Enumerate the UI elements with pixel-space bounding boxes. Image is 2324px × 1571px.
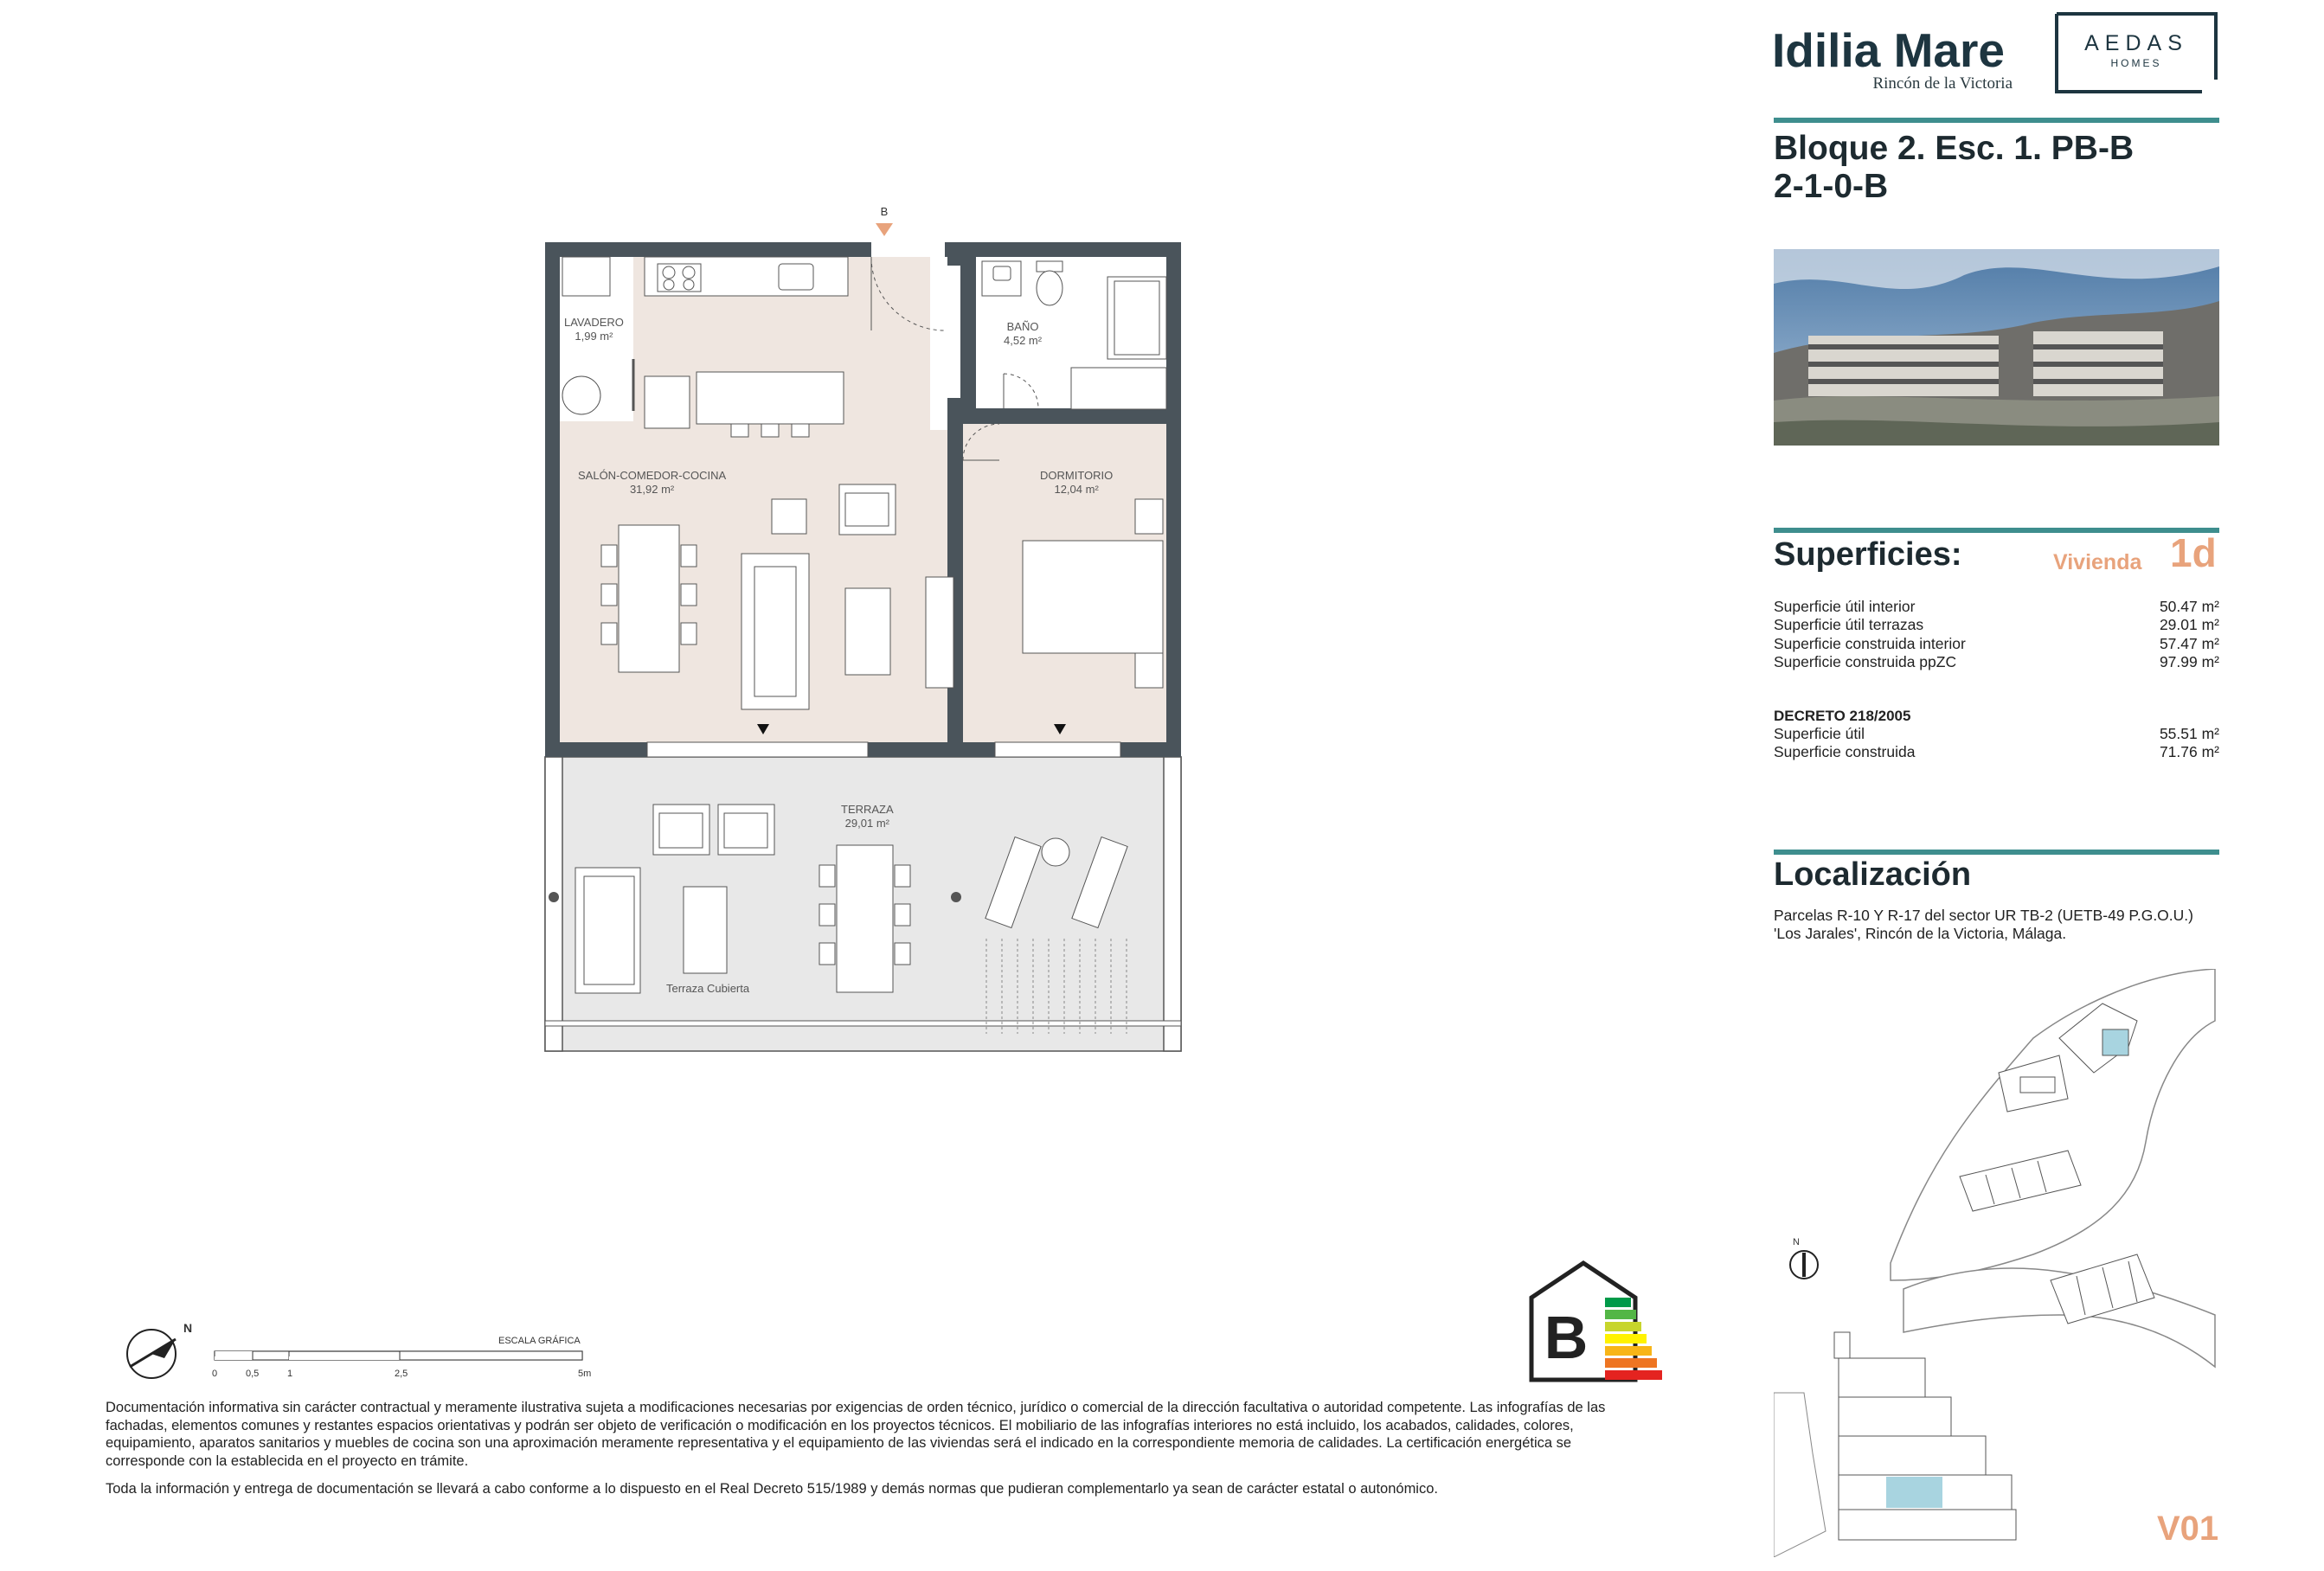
decree-label: Superficie construida (1774, 743, 1916, 760)
north-arrow-icon (125, 1315, 221, 1393)
energy-bar (1605, 1310, 1636, 1319)
energy-rating-letter: B (1544, 1304, 1589, 1371)
location-line: Parcelas R-10 Y R-17 del sector UR TB-2 (UETB-49 P.G.O.U.) (1774, 907, 2193, 924)
energy-bar (1605, 1298, 1631, 1307)
floor-plan (536, 195, 1190, 1060)
building-render-image (1774, 249, 2219, 446)
decree-row (1774, 725, 2219, 743)
surface-label: Superficie útil interior (1774, 598, 1916, 615)
covered-terrace-label: Terraza Cubierta (666, 982, 750, 995)
section-marker: B (880, 205, 889, 218)
project-logo (1772, 24, 2014, 93)
section-divider (1774, 118, 2219, 123)
dwelling-type: 1d (2170, 530, 2217, 575)
scale-tick: 0,5 (246, 1369, 260, 1379)
disclaimer-paragraph: Toda la información y entrega de documentación se llevará a cabo conforme a lo dispuesto en el Real Decreto 515/1989 y demás normas que pudieran complementarlo ya sean de carácter estatal o autonómico. (106, 1481, 1438, 1497)
company-logo (2055, 12, 2218, 93)
surface-value: 97.99 m² (2159, 653, 2219, 670)
surface-row (1774, 635, 2219, 653)
energy-bar (1605, 1370, 1662, 1380)
unit-title-line1: Bloque 2. Esc. 1. PB-B (1774, 130, 2135, 167)
surfaces-title: Superficies: (1774, 536, 1962, 573)
version-label: V01 (2157, 1510, 2219, 1548)
energy-bar (1605, 1334, 1647, 1343)
room-label-lavadero: LAVADERO 1,99 m² (564, 316, 624, 343)
company-name: AEDAS (2084, 31, 2188, 55)
section-divider (1774, 850, 2219, 855)
unit-title-line2: 2-1-0-B (1774, 168, 1889, 205)
surface-label: Superficie construida interior (1774, 635, 1966, 652)
energy-bar (1605, 1358, 1657, 1368)
decree-value: 55.51 m² (2159, 725, 2219, 742)
surface-row (1774, 598, 2219, 616)
surface-value: 57.47 m² (2159, 635, 2219, 652)
surface-row (1774, 616, 2219, 634)
scale-tick: 2,5 (395, 1369, 408, 1379)
surface-label: Superficie útil terrazas (1774, 616, 1924, 633)
decree-title: DECRETO 218/2005 (1774, 708, 1911, 724)
room-label-bano: BAÑO 4,52 m² (1004, 320, 1043, 347)
scale-title: ESCALA GRÁFICA (498, 1336, 581, 1346)
location-line: 'Los Jarales', Rincón de la Victoria, Málaga. (1774, 925, 2067, 942)
company-subname: HOMES (2110, 57, 2162, 69)
section-divider (1774, 528, 2219, 533)
location-title: Localización (1774, 856, 1972, 893)
decree-value: 71.76 m² (2159, 743, 2219, 760)
energy-rating-icon (1527, 1259, 1670, 1397)
legal-disclaimer (106, 1399, 1637, 1498)
north-label: N (183, 1321, 193, 1335)
dwelling-label: Vivienda (2053, 550, 2142, 574)
room-label-terraza: TERRAZA 29,01 m² (841, 803, 894, 830)
energy-bar (1605, 1322, 1641, 1331)
surface-value: 50.47 m² (2159, 598, 2219, 615)
room-label-dormitorio: DORMITORIO 12,04 m² (1040, 469, 1114, 496)
project-location: Rincón de la Victoria (1872, 74, 2013, 93)
energy-bar (1605, 1346, 1652, 1356)
project-name: Idilia Mare (1772, 23, 2005, 77)
scale-tick: 0 (212, 1369, 218, 1379)
site-north-label: N (1793, 1237, 1800, 1247)
surface-label: Superficie construida ppZC (1774, 653, 1957, 670)
disclaimer-paragraph: Documentación informativa sin carácter contractual y meramente ilustrativa sujeta a modificaciones necesarias por exigencias de orden técnico, jurídico o comercial de la dirección facultativa o autoridad competente. Las infografías de las fachadas, elementos comunes y restantes espacios orientativas y podrán ser objeto de verificación o modificación en los proyectos técnicos. El mobiliario de las infografías interiores no está incluido, los acabados, calidades, colores, equipamiento, aparatos sanitarios y muebles de cocina son una aproximación meramente representativa y el equipamiento de las viviendas será el indicado en la correspondiente memoria de calidades. La certificación energética se corresponde con la establecida en el proyecto en trámite. (106, 1400, 1606, 1469)
scale-tick: 5m (578, 1369, 592, 1379)
surface-row (1774, 653, 2219, 671)
surface-value: 29.01 m² (2159, 616, 2219, 633)
scale-tick: 1 (287, 1369, 293, 1379)
room-label-salon: SALÓN-COMEDOR-COCINA 31,92 m² (578, 469, 727, 496)
decree-label: Superficie útil (1774, 725, 1865, 742)
site-plan-image (1774, 969, 2224, 1557)
location-description (1774, 907, 2224, 943)
decree-row (1774, 743, 2219, 761)
unit-title (1774, 130, 2134, 206)
